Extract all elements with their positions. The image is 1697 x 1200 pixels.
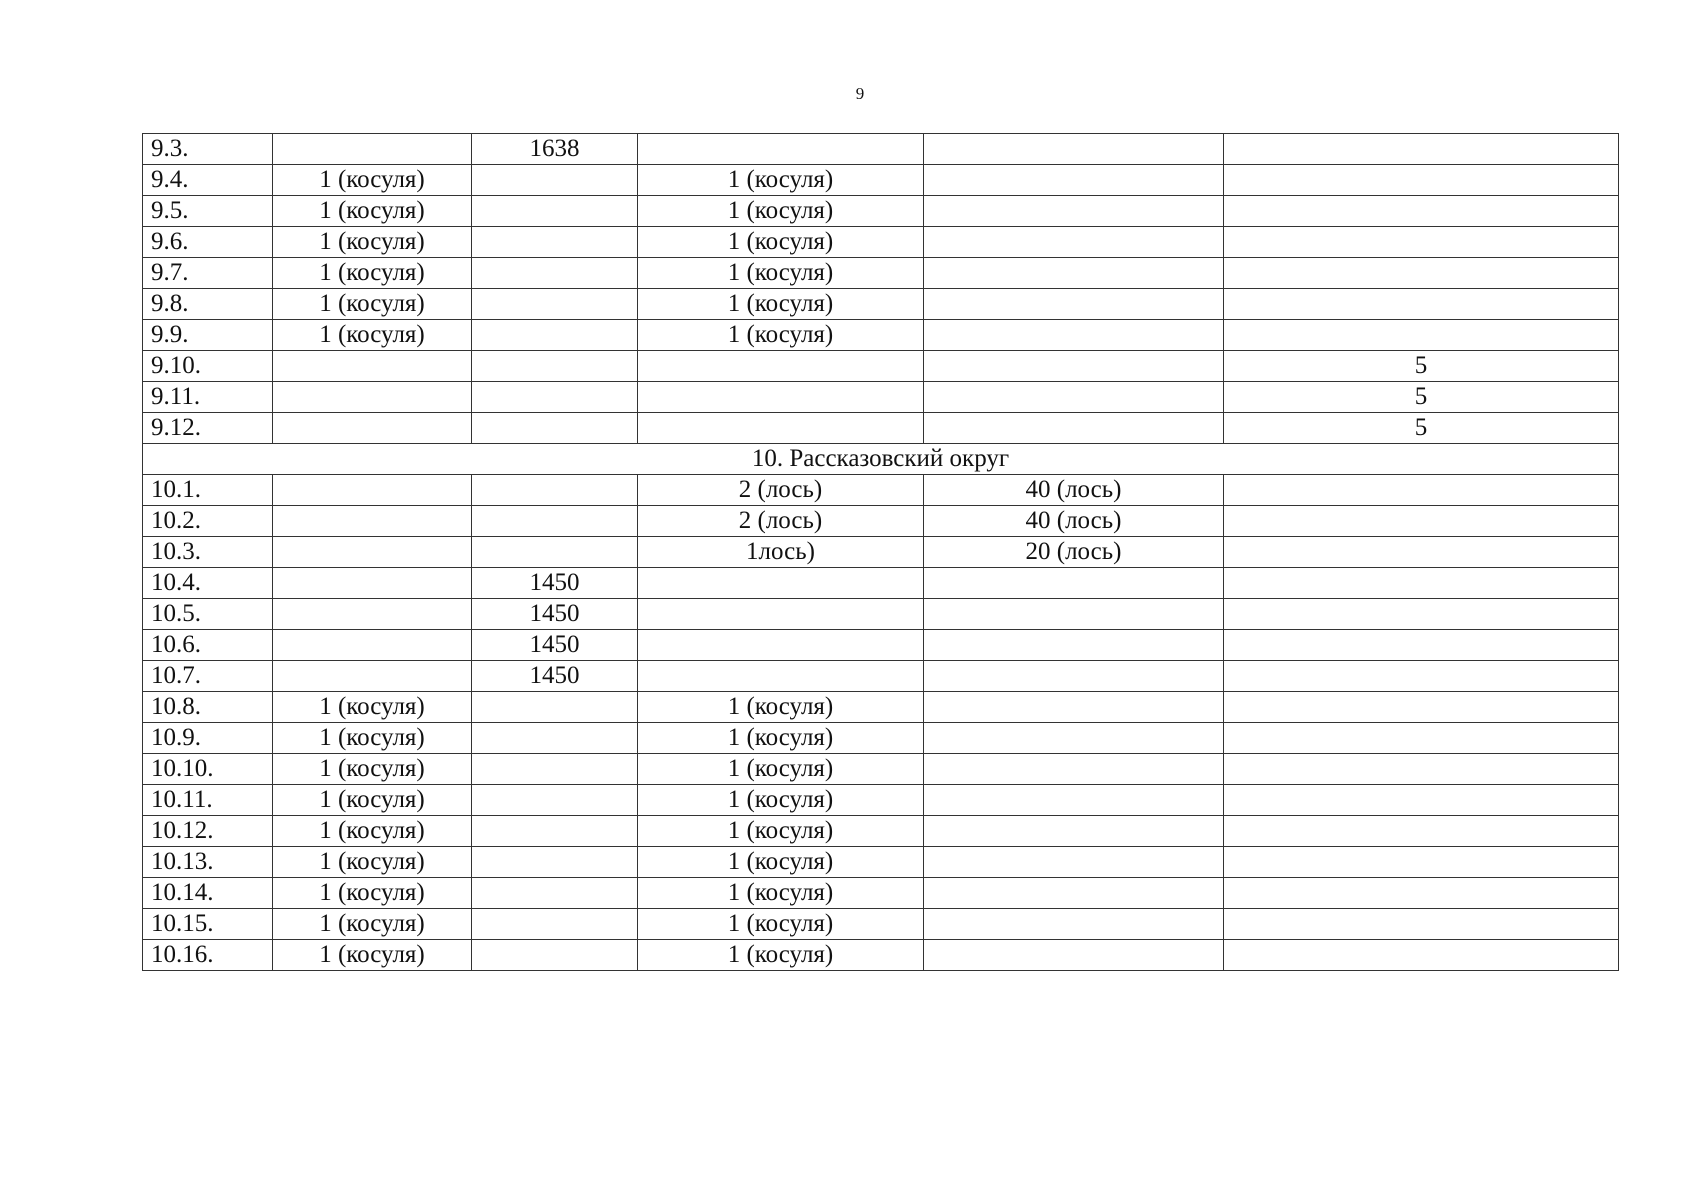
table-cell [273,475,472,506]
table-cell [1224,165,1619,196]
table-cell [472,227,638,258]
table-cell: 1 (косуля) [638,227,924,258]
table-cell: 2 (лось) [638,506,924,537]
table-cell: 1 (косуля) [273,754,472,785]
row-number-cell: 9.4. [143,165,273,196]
table-row [143,909,1619,940]
table-cell: 20 (лось) [924,537,1224,568]
table-cell [273,630,472,661]
table-cell [924,258,1224,289]
table-cell [1224,506,1619,537]
table-cell: 1 (косуля) [638,723,924,754]
table-cell [472,196,638,227]
table-cell [472,258,638,289]
table-cell: 1 (косуля) [638,692,924,723]
row-number-cell: 10.10. [143,754,273,785]
table-cell [472,320,638,351]
table-cell [924,692,1224,723]
table-cell [1224,754,1619,785]
table-row [143,785,1619,816]
row-number-cell: 10.2. [143,506,273,537]
row-number-cell: 10.3. [143,537,273,568]
table-cell: 1 (косуля) [638,196,924,227]
table-cell [1224,196,1619,227]
section-header-row [143,444,1619,475]
table-row [143,258,1619,289]
table-cell: 1 (косуля) [273,816,472,847]
row-number-cell: 10.6. [143,630,273,661]
table-cell: 1 (косуля) [638,320,924,351]
table-cell [1224,692,1619,723]
table-cell: 1 (косуля) [273,227,472,258]
row-number-cell: 10.11. [143,785,273,816]
row-number-cell: 9.9. [143,320,273,351]
table-cell [472,754,638,785]
table-cell [924,351,1224,382]
row-number-cell: 10.16. [143,940,273,971]
table-row [143,754,1619,785]
row-number-cell: 9.3. [143,134,273,165]
row-number-cell: 9.6. [143,227,273,258]
table-row [143,413,1619,444]
table-cell: 1 (косуля) [273,878,472,909]
table-cell [638,568,924,599]
table-cell [273,413,472,444]
table-cell [472,382,638,413]
table-row [143,134,1619,165]
table-cell: 1лось) [638,537,924,568]
table-cell [472,506,638,537]
row-number-cell: 9.11. [143,382,273,413]
table-cell [273,506,472,537]
table-cell [1224,630,1619,661]
table-cell: 1 (косуля) [638,258,924,289]
row-number-cell: 10.14. [143,878,273,909]
row-number-cell: 10.1. [143,475,273,506]
table-cell [472,351,638,382]
table-body-section-9 [143,134,1619,444]
table-cell [924,134,1224,165]
table-cell: 1450 [472,630,638,661]
table-row [143,568,1619,599]
table-cell [472,165,638,196]
table-cell [1224,940,1619,971]
table-row [143,537,1619,568]
table-cell [638,630,924,661]
table-cell [472,537,638,568]
table-cell [924,909,1224,940]
row-number-cell: 10.12. [143,816,273,847]
table-row [143,165,1619,196]
table-cell: 1450 [472,661,638,692]
table-cell [472,847,638,878]
table-cell [273,537,472,568]
row-number-cell: 10.13. [143,847,273,878]
table-row [143,351,1619,382]
table-cell: 1 (косуля) [638,785,924,816]
table-cell: 1 (косуля) [273,847,472,878]
table-cell [924,165,1224,196]
table-cell [924,940,1224,971]
table-cell: 1 (косуля) [273,320,472,351]
table-cell [472,289,638,320]
table-cell [1224,475,1619,506]
table-cell [638,413,924,444]
table-cell [273,351,472,382]
table-cell: 1 (косуля) [638,289,924,320]
table-cell [273,134,472,165]
table-cell [924,227,1224,258]
table-cell [638,599,924,630]
section-title: 10. Рассказовский округ [143,444,1619,475]
table-cell: 40 (лось) [924,475,1224,506]
table-cell [1224,909,1619,940]
table-row [143,289,1619,320]
table-cell [924,847,1224,878]
row-number-cell: 10.8. [143,692,273,723]
table-row [143,723,1619,754]
row-number-cell: 9.5. [143,196,273,227]
table-cell [1224,661,1619,692]
table-cell: 1 (косуля) [638,847,924,878]
table-cell: 1 (косуля) [273,692,472,723]
table-cell [1224,816,1619,847]
quota-table [142,133,1619,971]
table-row [143,816,1619,847]
table-cell [924,599,1224,630]
row-number-cell: 9.10. [143,351,273,382]
table-row [143,506,1619,537]
row-number-cell: 10.9. [143,723,273,754]
table-cell: 40 (лось) [924,506,1224,537]
table-cell [924,816,1224,847]
table-cell [472,909,638,940]
table-cell [273,382,472,413]
table-cell: 1 (косуля) [273,785,472,816]
row-number-cell: 9.8. [143,289,273,320]
table-cell [1224,289,1619,320]
table-cell [924,289,1224,320]
table-cell [273,599,472,630]
table-cell: 5 [1224,382,1619,413]
table-section-header [143,444,1619,475]
table-row [143,196,1619,227]
table-cell: 1 (косуля) [638,878,924,909]
table-cell [472,940,638,971]
table-cell [1224,785,1619,816]
table-cell: 1638 [472,134,638,165]
table-cell [1224,878,1619,909]
table-cell [924,196,1224,227]
table-row [143,940,1619,971]
table-cell [1224,599,1619,630]
table-cell [924,413,1224,444]
table-row [143,630,1619,661]
table-cell: 1 (косуля) [273,940,472,971]
table-cell [638,134,924,165]
row-number-cell: 10.15. [143,909,273,940]
table-cell: 1 (косуля) [273,258,472,289]
row-number-cell: 10.4. [143,568,273,599]
table-cell [924,320,1224,351]
table-cell: 1 (косуля) [638,816,924,847]
table-cell [924,878,1224,909]
table-cell [924,382,1224,413]
table-cell [472,723,638,754]
table-cell [638,661,924,692]
table-row [143,692,1619,723]
table-cell: 1 (косуля) [273,196,472,227]
table-cell [1224,258,1619,289]
table-cell: 1 (косуля) [638,909,924,940]
table-cell [472,816,638,847]
table-cell [1224,723,1619,754]
table-row [143,599,1619,630]
table-cell [1224,320,1619,351]
table-cell [472,878,638,909]
table-cell [924,785,1224,816]
table-cell [472,785,638,816]
table-cell: 1 (косуля) [273,723,472,754]
table-cell: 1 (косуля) [638,754,924,785]
table-cell [1224,227,1619,258]
table-cell [924,723,1224,754]
table-row [143,847,1619,878]
table-cell: 1 (косуля) [273,289,472,320]
table-cell: 1 (косуля) [273,909,472,940]
page-number: 9 [855,84,865,103]
row-number-cell: 9.7. [143,258,273,289]
table-cell: 1 (косуля) [638,165,924,196]
row-number-cell: 10.5. [143,599,273,630]
table-cell: 1 (косуля) [273,165,472,196]
table-body-section-10 [143,475,1619,971]
table-cell [273,661,472,692]
table-cell [924,754,1224,785]
table-row [143,382,1619,413]
table-row [143,320,1619,351]
table-cell [924,630,1224,661]
table-cell: 1450 [472,599,638,630]
table-cell [638,351,924,382]
table-cell [1224,847,1619,878]
table-row [143,878,1619,909]
table-cell: 1 (косуля) [638,940,924,971]
table-cell [273,568,472,599]
table-cell: 1450 [472,568,638,599]
table-cell [472,692,638,723]
table-cell: 2 (лось) [638,475,924,506]
table-cell: 5 [1224,351,1619,382]
table-cell [472,413,638,444]
table-cell [1224,134,1619,165]
table-cell: 5 [1224,413,1619,444]
table-cell [924,568,1224,599]
table-cell [638,382,924,413]
row-number-cell: 9.12. [143,413,273,444]
table-cell [472,475,638,506]
table-cell [1224,537,1619,568]
table-row [143,475,1619,506]
table-row [143,661,1619,692]
table-cell [924,661,1224,692]
table-cell [1224,568,1619,599]
row-number-cell: 10.7. [143,661,273,692]
table-row [143,227,1619,258]
